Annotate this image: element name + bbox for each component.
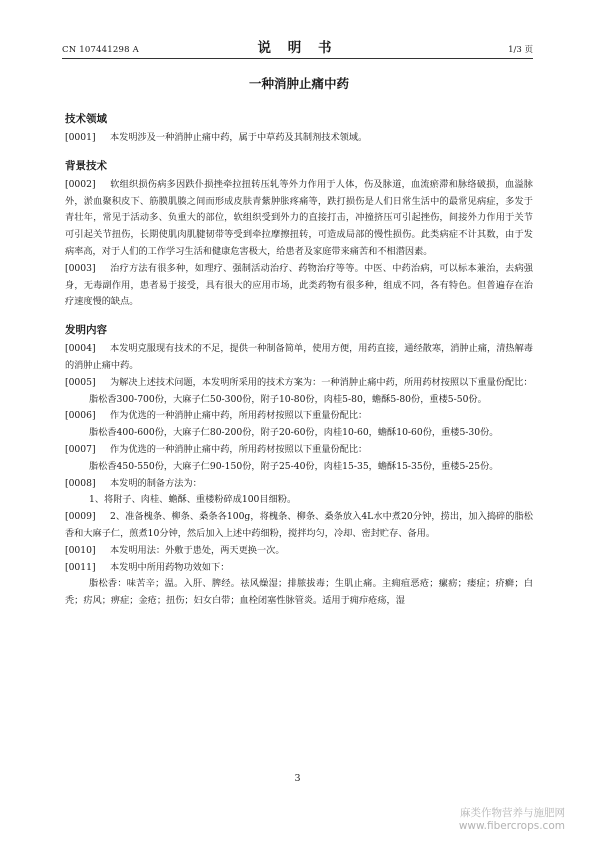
page-header — [62, 36, 533, 59]
formula-line: 脂松香400-600份，大麻子仁80-200份，附子20-60份，肉桂10-60，蟾酥10-60份，重楼5-30份。 — [89, 427, 499, 439]
paragraph-0001 — [65, 130, 533, 147]
watermark-site-name: 麻类作物营养与施肥网 — [460, 807, 565, 819]
paragraph-0011 — [65, 560, 533, 577]
page-number: 3 — [294, 773, 301, 784]
paragraph-number: [0006] — [65, 410, 96, 422]
paragraph-0010 — [65, 543, 533, 560]
paragraph-0005 — [65, 375, 533, 392]
paragraph-number: [0010] — [65, 544, 96, 556]
formula-line: 脂松香300-700份，大麻子仁50-300份，附子10-80份，肉桂5-80，蟾酥5-80份，重楼5-50份。 — [89, 393, 487, 405]
section-heading-background: 背景技术 — [65, 159, 107, 172]
paragraph-0003 — [65, 261, 533, 311]
paragraph-number: [0011] — [65, 561, 96, 573]
paragraph-number: [0002] — [65, 178, 96, 190]
paragraph-0006 — [65, 408, 533, 425]
paragraph-text: 治疗方法有很多种，如理疗、强制活动治疗、药物治疗等等。中医、中药治病，可以标本兼治，去病强身，无毒副作用，患者易于接受，具有很大的应用市场，此类药物有很多种，组成不同，各有特色。但普遍存在治疗速度慢的缺点。 — [65, 262, 533, 308]
formula-line: 脂松香450-550份，大麻子仁90-150份，附子25-40份，肉桂15-35，蟾酥15-35份，重楼5-25份。 — [89, 460, 499, 472]
paragraph-number: [0009] — [65, 511, 96, 523]
paragraph-number: [0001] — [65, 132, 96, 143]
patent-number: CN 107441298 A — [62, 45, 139, 55]
paragraph-text: 为解决上述技术问题，本发明所采用的技术方案为：一种消肿止痛中药，所用药材按照以下重量份配比： — [110, 376, 533, 388]
paragraph-text: 本发明克服现有技术的不足，提供一种制备简单，使用方便，用药直接，通经散寒，消肿止痛，清热解毒的消肿止痛中药。 — [65, 343, 533, 371]
herb-efficacy-line: 脂松香：味苦辛；温。入肝、脾经。祛风燥湿；排脓拔毒；生肌止痛。主痈疽恶疮；瘰疬；瘘症；疥癣；白秃；疠风；痹症；金疮；扭伤；妇女白带；血栓闭塞性脉管炎。适用于痈疖疮疡，湿 — [65, 578, 533, 607]
paragraph-0004 — [65, 341, 533, 375]
paragraph-text: 作为优选的一种消肿止痛中药，所用药材按照以下重量份配比： — [110, 443, 368, 455]
paragraph-0009 — [65, 509, 533, 543]
paragraph-number: [0008] — [65, 477, 96, 489]
document-title: 一种消肿止痛中药 — [248, 76, 349, 91]
site-watermark — [459, 807, 565, 833]
paragraph-number: [0004] — [65, 343, 96, 355]
paragraph-text: 2、准备槐条、柳条、桑条各100g，将槐条、柳条、桑条放入4L水中煮20分钟，捞出，加入捣碎的脂松香和大麻子仁，煎煮10分钟，然后加入上述中药细粉，搅拌均匀，冷却、密封贮存、备用。 — [65, 511, 533, 539]
paragraph-0002 — [65, 177, 533, 261]
paragraph-text: 本发明涉及一种消肿止痛中药，属于中草药及其制剂技术领域。 — [110, 132, 368, 143]
paragraph-text: 本发明中所用药物功效如下： — [110, 561, 230, 573]
section-heading-technical-field: 技术领域 — [65, 113, 107, 125]
watermark-url: www.fibercrops.com — [458, 820, 565, 832]
method-step: 1、将附子、肉桂、蟾酥、重楼粉碎成100目细粉。 — [89, 494, 297, 506]
paragraph-text: 作为优选的一种消肿止痛中药，所用药材按照以下重量份配比： — [110, 410, 368, 422]
paragraph-text: 本发明用法：外敷于患处，两天更换一次。 — [110, 544, 285, 556]
paragraph-number: [0005] — [65, 376, 96, 388]
document-type: 说 明 书 — [257, 40, 338, 56]
page-fraction: 1/3 页 — [508, 45, 533, 55]
paragraph-0007 — [65, 442, 533, 459]
paragraph-number: [0007] — [65, 443, 96, 455]
paragraph-text: 本发明的制备方法为： — [110, 477, 202, 489]
document-body — [65, 74, 533, 610]
section-heading-summary: 发明内容 — [65, 324, 107, 337]
paragraph-0008 — [65, 476, 533, 493]
paragraph-number: [0003] — [65, 262, 96, 274]
paragraph-text: 软组织损伤病多因跌仆损挫牵拉扭转压轧等外力作用于人体，伤及脉道，血流瘀滞和脉络破损，血溢脉外，淤血聚积皮下、筋膜肌腠之间而形成皮肤青紫肿胀疼痛等，跌打损伤是人们日常生活中的最常见病症，多发于青壮年，常见于活动多、负重大的部位，软组织受到外力的直接打击，冲撞挤压可引起挫伤，间接外力作用于关节可引起关节扭伤，长期使肌肉肌腱韧带等受到牵拉摩擦扭转，可造成局部的慢性损伤。此类病症不计其数，由于发病率高，对于人们的工作学习生活和健康危害极大，给患者及家庭带来痛苦和不相潜因素。 — [65, 178, 533, 257]
